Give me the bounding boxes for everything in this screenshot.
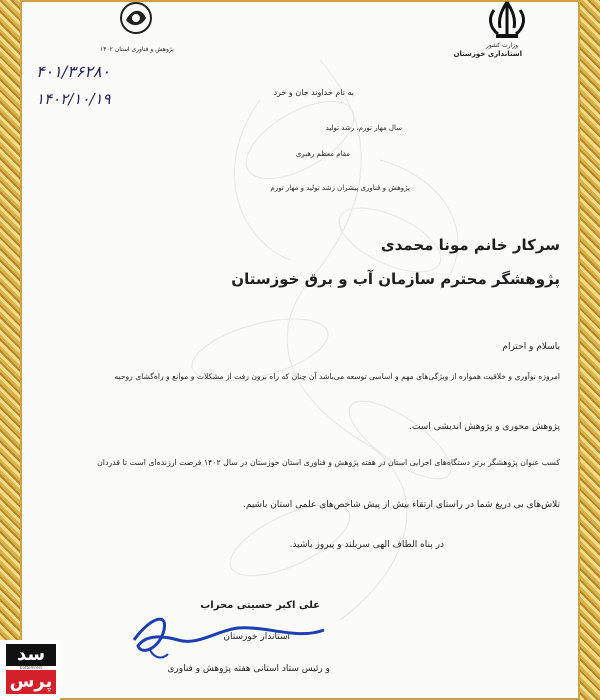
recipient-position: پژوهشگر محترم سازمان آب و برق خوزستان bbox=[231, 270, 560, 288]
ministry-line1: وزارت کشور bbox=[485, 42, 518, 49]
intro-year-slogan: سال مهار تورم، رشد تولید bbox=[325, 124, 402, 132]
recipient-name: سرکار خانم مونا محمدی bbox=[380, 236, 560, 254]
research-week-logo-icon bbox=[112, 0, 160, 40]
signatory-name: علی اکبر حسینی محراب bbox=[200, 600, 320, 611]
body-paragraph2-line1: کسب عنوان پژوهشگر برتر دستگاه‌های اجرایی استان در هفته پژوهش و فناوری استان خوزستان در سال ۱۴۰۲ فرصت ارزنده‌ای است تا قدردان bbox=[97, 458, 560, 467]
iran-emblem-icon bbox=[476, 0, 538, 44]
badge-bottom-text: پرس bbox=[6, 670, 56, 694]
handwritten-signature bbox=[128, 600, 328, 670]
ministry-line2: استانداری خوزستان bbox=[453, 50, 522, 58]
badge-small-text: bottomrest bbox=[19, 665, 43, 670]
body-paragraph1-line1: امروزه نوآوری و خلاقیت همواره از ویژگی‌های مهم و اساسی توسعه می‌باشد آن چنان که راه برون رفت از مشکلات و موانع و راه‌گشای روحیه bbox=[114, 372, 560, 381]
news-agency-badge bbox=[0, 640, 60, 700]
header-small-text: پژوهش و فناوری استان ۱۴۰۲ bbox=[100, 46, 174, 53]
intro-bismillah: به نام خداوند جان و خرد bbox=[273, 88, 354, 97]
body-paragraph2-line2: تلاش‌های بی دریغ شما در راستای ارتقاء بیش از پیش شاخص‌های علمی استان باشیم. bbox=[242, 500, 560, 510]
reference-number: ۴۰۱/۳۶۲۸۰ bbox=[36, 62, 111, 81]
intro-leader: مقام معظم رهبری bbox=[295, 150, 350, 158]
reference-date: ۱۴۰۲/۱۰/۱۹ bbox=[36, 90, 111, 108]
certificate-paper bbox=[20, 0, 580, 700]
body-paragraph1-line2: پژوهش محوری و پژوهش اندیشی است. bbox=[409, 422, 560, 432]
body-closing: در پناه الطاف الهی سربلند و پیروز باشید. bbox=[289, 540, 444, 550]
body-greeting: باسلام و احترام bbox=[502, 342, 560, 352]
signatory-title1: استاندار خوزستان bbox=[223, 632, 290, 642]
badge-top-text: سد bbox=[6, 644, 56, 666]
floral-watermark bbox=[60, 20, 580, 660]
intro-research-slogan: پژوهش و فناوری پیشران رشد تولید و مهار تورم bbox=[270, 184, 410, 192]
signatory-title2: و رئیس ستاد استانی هفته پژوهش و فناوری bbox=[167, 664, 330, 674]
